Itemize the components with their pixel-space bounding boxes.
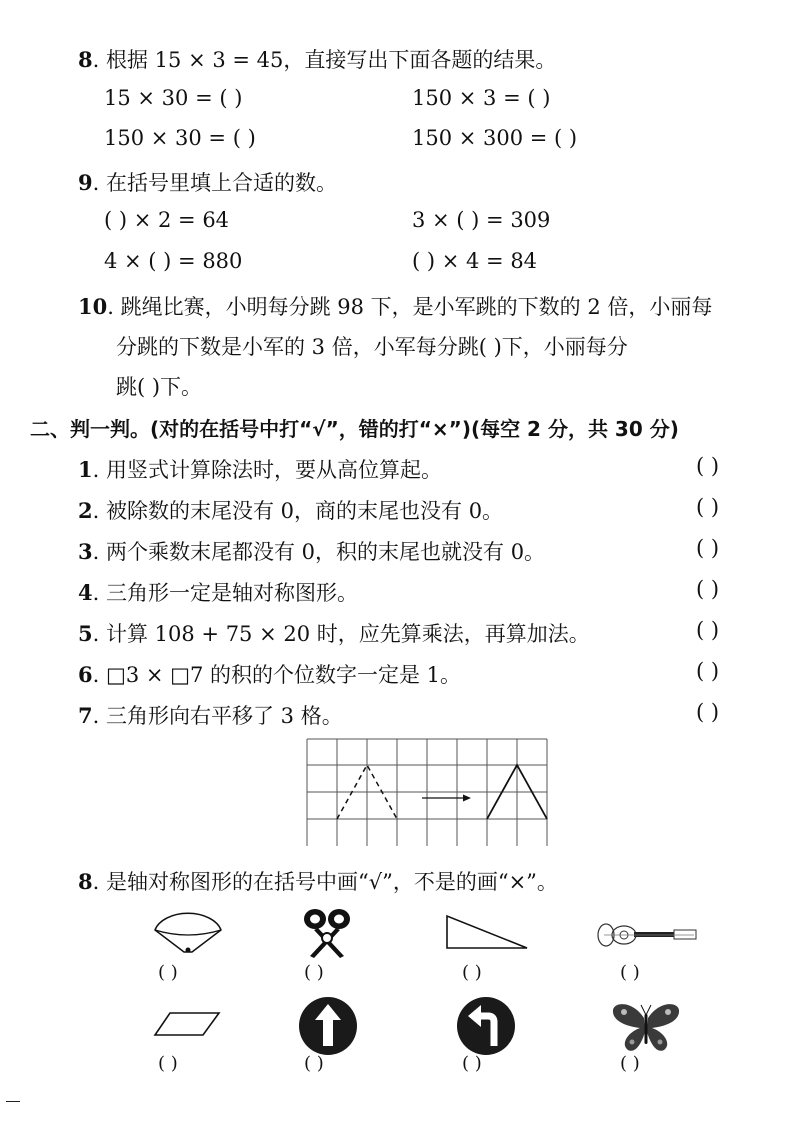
question-text: 在括号里填上合适的数。 (106, 171, 337, 195)
figure-answer-paren[interactable]: ( ) (620, 1053, 640, 1074)
question-number: 10 (78, 294, 108, 319)
question-number: 8 (78, 869, 93, 894)
question-text-line-2: 分跳的下数是小军的 3 倍，小军每分跳( )下，小丽每分 (116, 335, 628, 359)
question-text: 根据 15 × 3 = 45，直接写出下面各题的结果。 (106, 48, 557, 72)
judge-text: 三角形向右平移了 3 格。 (105, 704, 343, 728)
answer-paren[interactable]: ( ) (696, 700, 720, 724)
judge-number: 2 (78, 498, 93, 523)
judge-number: 4 (78, 580, 93, 605)
judge-text: 用竖式计算除法时，要从高位算起。 (105, 458, 442, 482)
answer-paren[interactable]: ( ) (696, 495, 720, 519)
fan-icon (152, 912, 224, 954)
guitar-icon (594, 920, 700, 950)
judge-item: 5. 计算 108 + 75 × 20 时，应先算乘法，再算加法。 (78, 621, 590, 646)
figure-answer-paren[interactable]: ( ) (304, 962, 324, 983)
question-text-line-3: 跳( )下。 (116, 375, 203, 399)
answer-paren[interactable]: ( ) (696, 577, 720, 601)
question-dot: . (92, 48, 100, 72)
figure-answer-paren[interactable]: ( ) (158, 962, 178, 983)
question-10 (78, 291, 712, 321)
arrow-head-icon (463, 795, 471, 802)
q9-item-1: ( ) × 2 = 64 (104, 208, 230, 232)
turn-left-sign-icon (456, 996, 516, 1056)
judge-text: 两个乘数末尾都没有 0，积的末尾也就没有 0。 (105, 540, 546, 564)
question-text: 是轴对称图形的在括号中画“√”，不是的画“×”。 (106, 870, 558, 894)
judge-item: 1. 用竖式计算除法时，要从高位算起。 (78, 457, 442, 482)
parallelogram-icon (152, 1010, 222, 1038)
answer-paren[interactable]: ( ) (696, 536, 720, 560)
judge-number: 3 (78, 539, 93, 564)
question-dot: . (107, 295, 114, 319)
figure-answer-paren[interactable]: ( ) (462, 962, 482, 983)
figure-answer-paren[interactable]: ( ) (304, 1053, 324, 1074)
question-9 (78, 167, 337, 197)
q9-item-2: 3 × ( ) = 309 (412, 208, 551, 232)
margin-mark (6, 1101, 20, 1102)
judge-text: 计算 108 + 75 × 20 时，应先算乘法，再算加法。 (105, 622, 590, 646)
question-text-line-1: 跳绳比赛，小明每分跳 98 下，是小军跳的下数的 2 倍，小丽每 (120, 295, 713, 319)
question-8-symmetry (78, 866, 558, 896)
question-dot: . (92, 171, 100, 195)
question-8 (78, 44, 556, 74)
judge-text: □3 × □7 的积的个位数字一定是 1。 (105, 663, 462, 687)
answer-paren[interactable]: ( ) (696, 659, 720, 683)
q8-item-1: 15 × 30 = ( ) (104, 86, 243, 110)
translation-grid-figure (306, 738, 552, 846)
judge-item: 7. 三角形向右平移了 3 格。 (78, 703, 343, 728)
grid-lines (307, 739, 547, 846)
judge-item: 3. 两个乘数末尾都没有 0，积的末尾也就没有 0。 (78, 539, 546, 564)
figure-answer-paren[interactable]: ( ) (462, 1053, 482, 1074)
right-triangle-icon (444, 913, 530, 951)
question-number: 9 (78, 170, 93, 195)
q9-item-3: 4 × ( ) = 880 (104, 249, 243, 273)
q9-item-4: ( ) × 4 = 84 (412, 249, 538, 273)
q8-item-4: 150 × 300 = ( ) (412, 126, 578, 150)
judge-item: 2. 被除数的末尾没有 0，商的末尾也没有 0。 (78, 498, 504, 523)
figure-answer-paren[interactable]: ( ) (158, 1053, 178, 1074)
butterfly-icon (610, 998, 682, 1056)
answer-paren[interactable]: ( ) (696, 454, 720, 478)
q8-item-2: 150 × 3 = ( ) (412, 86, 551, 110)
figure-answer-paren[interactable]: ( ) (620, 962, 640, 983)
judge-number: 1 (78, 457, 93, 482)
q8-item-3: 150 × 30 = ( ) (104, 126, 256, 150)
answer-paren[interactable]: ( ) (696, 618, 720, 642)
section-2-title: 二、判一判。(对的在括号中打“√”，错的打“×”)(每空 2 分，共 30 分) (30, 417, 679, 441)
judge-item: 4. 三角形一定是轴对称图形。 (78, 580, 358, 605)
question-number: 8 (78, 47, 93, 72)
judge-text: 被除数的末尾没有 0，商的末尾也没有 0。 (105, 499, 504, 523)
judge-number: 5 (78, 621, 93, 646)
up-arrow-sign-icon (298, 996, 358, 1056)
judge-number: 7 (78, 703, 93, 728)
question-dot: . (92, 870, 100, 894)
scissors-icon (300, 906, 354, 960)
judge-number: 6 (78, 662, 93, 687)
judge-item: 6. □3 × □7 的积的个位数字一定是 1。 (78, 662, 462, 687)
judge-text: 三角形一定是轴对称图形。 (105, 581, 358, 605)
